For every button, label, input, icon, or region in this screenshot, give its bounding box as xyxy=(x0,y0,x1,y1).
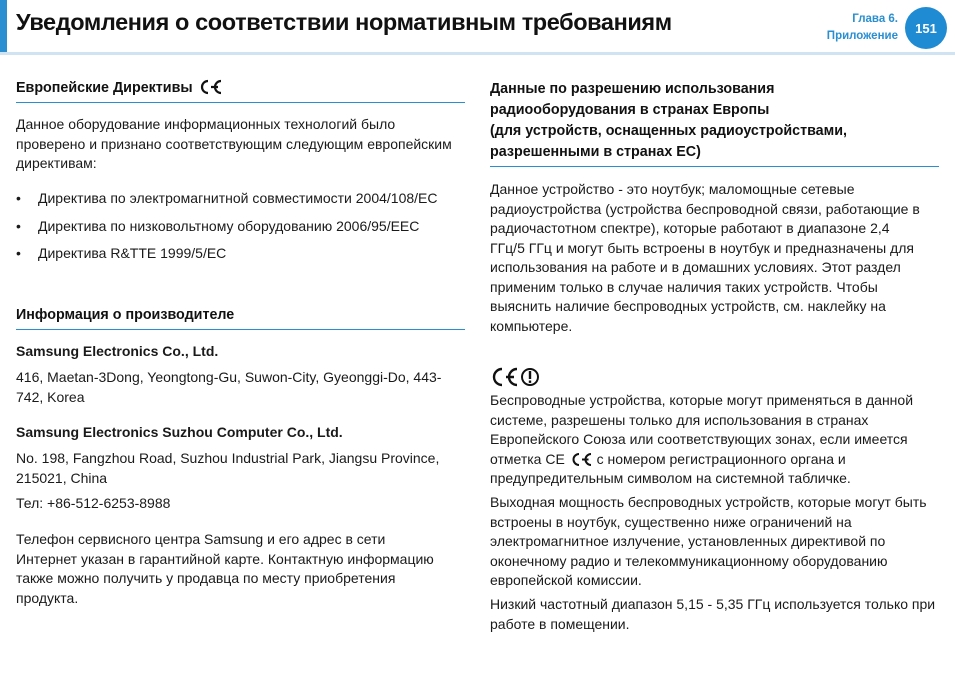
list-item: • Директива по электромагнитной совместимости 2004/108/ЕС xyxy=(16,189,465,209)
heading-line: Данные по разрешению использования xyxy=(490,81,775,97)
ce-alert-mark-icon xyxy=(490,366,540,388)
frequency-band-paragraph: Низкий частотный диапазон 5,15 - 5,35 ГГц используется только при работе в помещении. xyxy=(490,596,936,632)
eu-usage-paragraph xyxy=(490,391,939,489)
address-china: No. 198, Fangzhou Road, Suzhou Industrial Park, Jiangsu Province, 215021, China xyxy=(16,450,440,486)
address-korea: 416, Maetan-3Dong, Yeongtong-Gu, Suwon-City, Gyeonggi-Do, 443-742, Korea xyxy=(16,369,442,405)
radio-devices-paragraph: Данное устройство - это ноутбук; маломощные сетевые радиоустройства (устройства беспроводной связи, работающие в радиочастотном спектре), которые работают в диапазоне 2,4 ГГц/5 ГГц и могут быть встроены в ноутбук и предназначены для использования на работе и в домашних условиях. Этот раздел применим только в случае наличия таких устройств. Чтобы выяснить наличие беспроводных устройств, см. наклейку на компьютере. xyxy=(490,181,920,334)
ce-mark-icon xyxy=(197,79,223,95)
eu-usage-text-end: с номером регистрационного органа и предупредительным символом на системной табличке. xyxy=(490,450,851,486)
eu-directives-intro: Данное оборудование информационных технологий было проверено и признано соответствующим следующим европейским директивам: xyxy=(16,116,452,171)
header-divider xyxy=(0,52,955,55)
eu-directives-heading xyxy=(16,78,465,103)
eu-directives-heading-text: Европейские Директивы xyxy=(16,80,193,96)
manufacturer-heading: Информация о производителе xyxy=(16,305,465,330)
eu-usage-text-start: Беспроводные устройства, которые могут применяться в данной системе, разрешены только для использования в странах Европейского Союза или соответствующих зонах, если имеется отметка CE xyxy=(490,392,914,467)
page-title: Уведомления о соответствии нормативным требованиям xyxy=(16,9,672,35)
chapter-name: Приложение xyxy=(826,30,898,42)
ce-mark-icon xyxy=(569,452,593,467)
output-power-paragraph: Выходная мощность беспроводных устройств, которые могут быть встроены в ноутбук, существенно ниже ограничений на электромагнитное излучение, установленных директивой по оконечному радио и телекоммуникационному оборудованию европейской комиссии. xyxy=(490,494,927,588)
chapter-label[interactable] xyxy=(827,11,898,45)
heading-line: (для устройств, оснащенных радиоустройствами, xyxy=(490,123,847,139)
service-center-note: Телефон сервисного центра Samsung и его адрес в сети Интернет указан в гарантийной карте. Контактную информацию также можно получить у продавца по месту приобретения продукта. xyxy=(16,531,434,606)
heading-line: радиооборудования в странах Европы xyxy=(490,102,770,118)
list-item: • Директива по низковольтному оборудованию 2006/95/EEC xyxy=(16,217,465,237)
chapter-number: Глава 6. xyxy=(852,13,898,25)
page-number-badge: 151 xyxy=(905,7,947,49)
header-accent-bar xyxy=(0,0,7,52)
company-name-china: Samsung Electronics Suzhou Computer Co., Ltd. xyxy=(16,424,343,440)
phone-number: Тел: +86-512-6253-8988 xyxy=(16,495,171,511)
radio-approval-heading xyxy=(490,79,939,167)
directives-list xyxy=(16,189,465,272)
heading-line: разрешенными в странах ЕС) xyxy=(490,144,701,160)
company-name-korea: Samsung Electronics Co., Ltd. xyxy=(16,343,219,359)
list-item: • Директива R&TTE 1999/5/EC xyxy=(16,244,465,264)
